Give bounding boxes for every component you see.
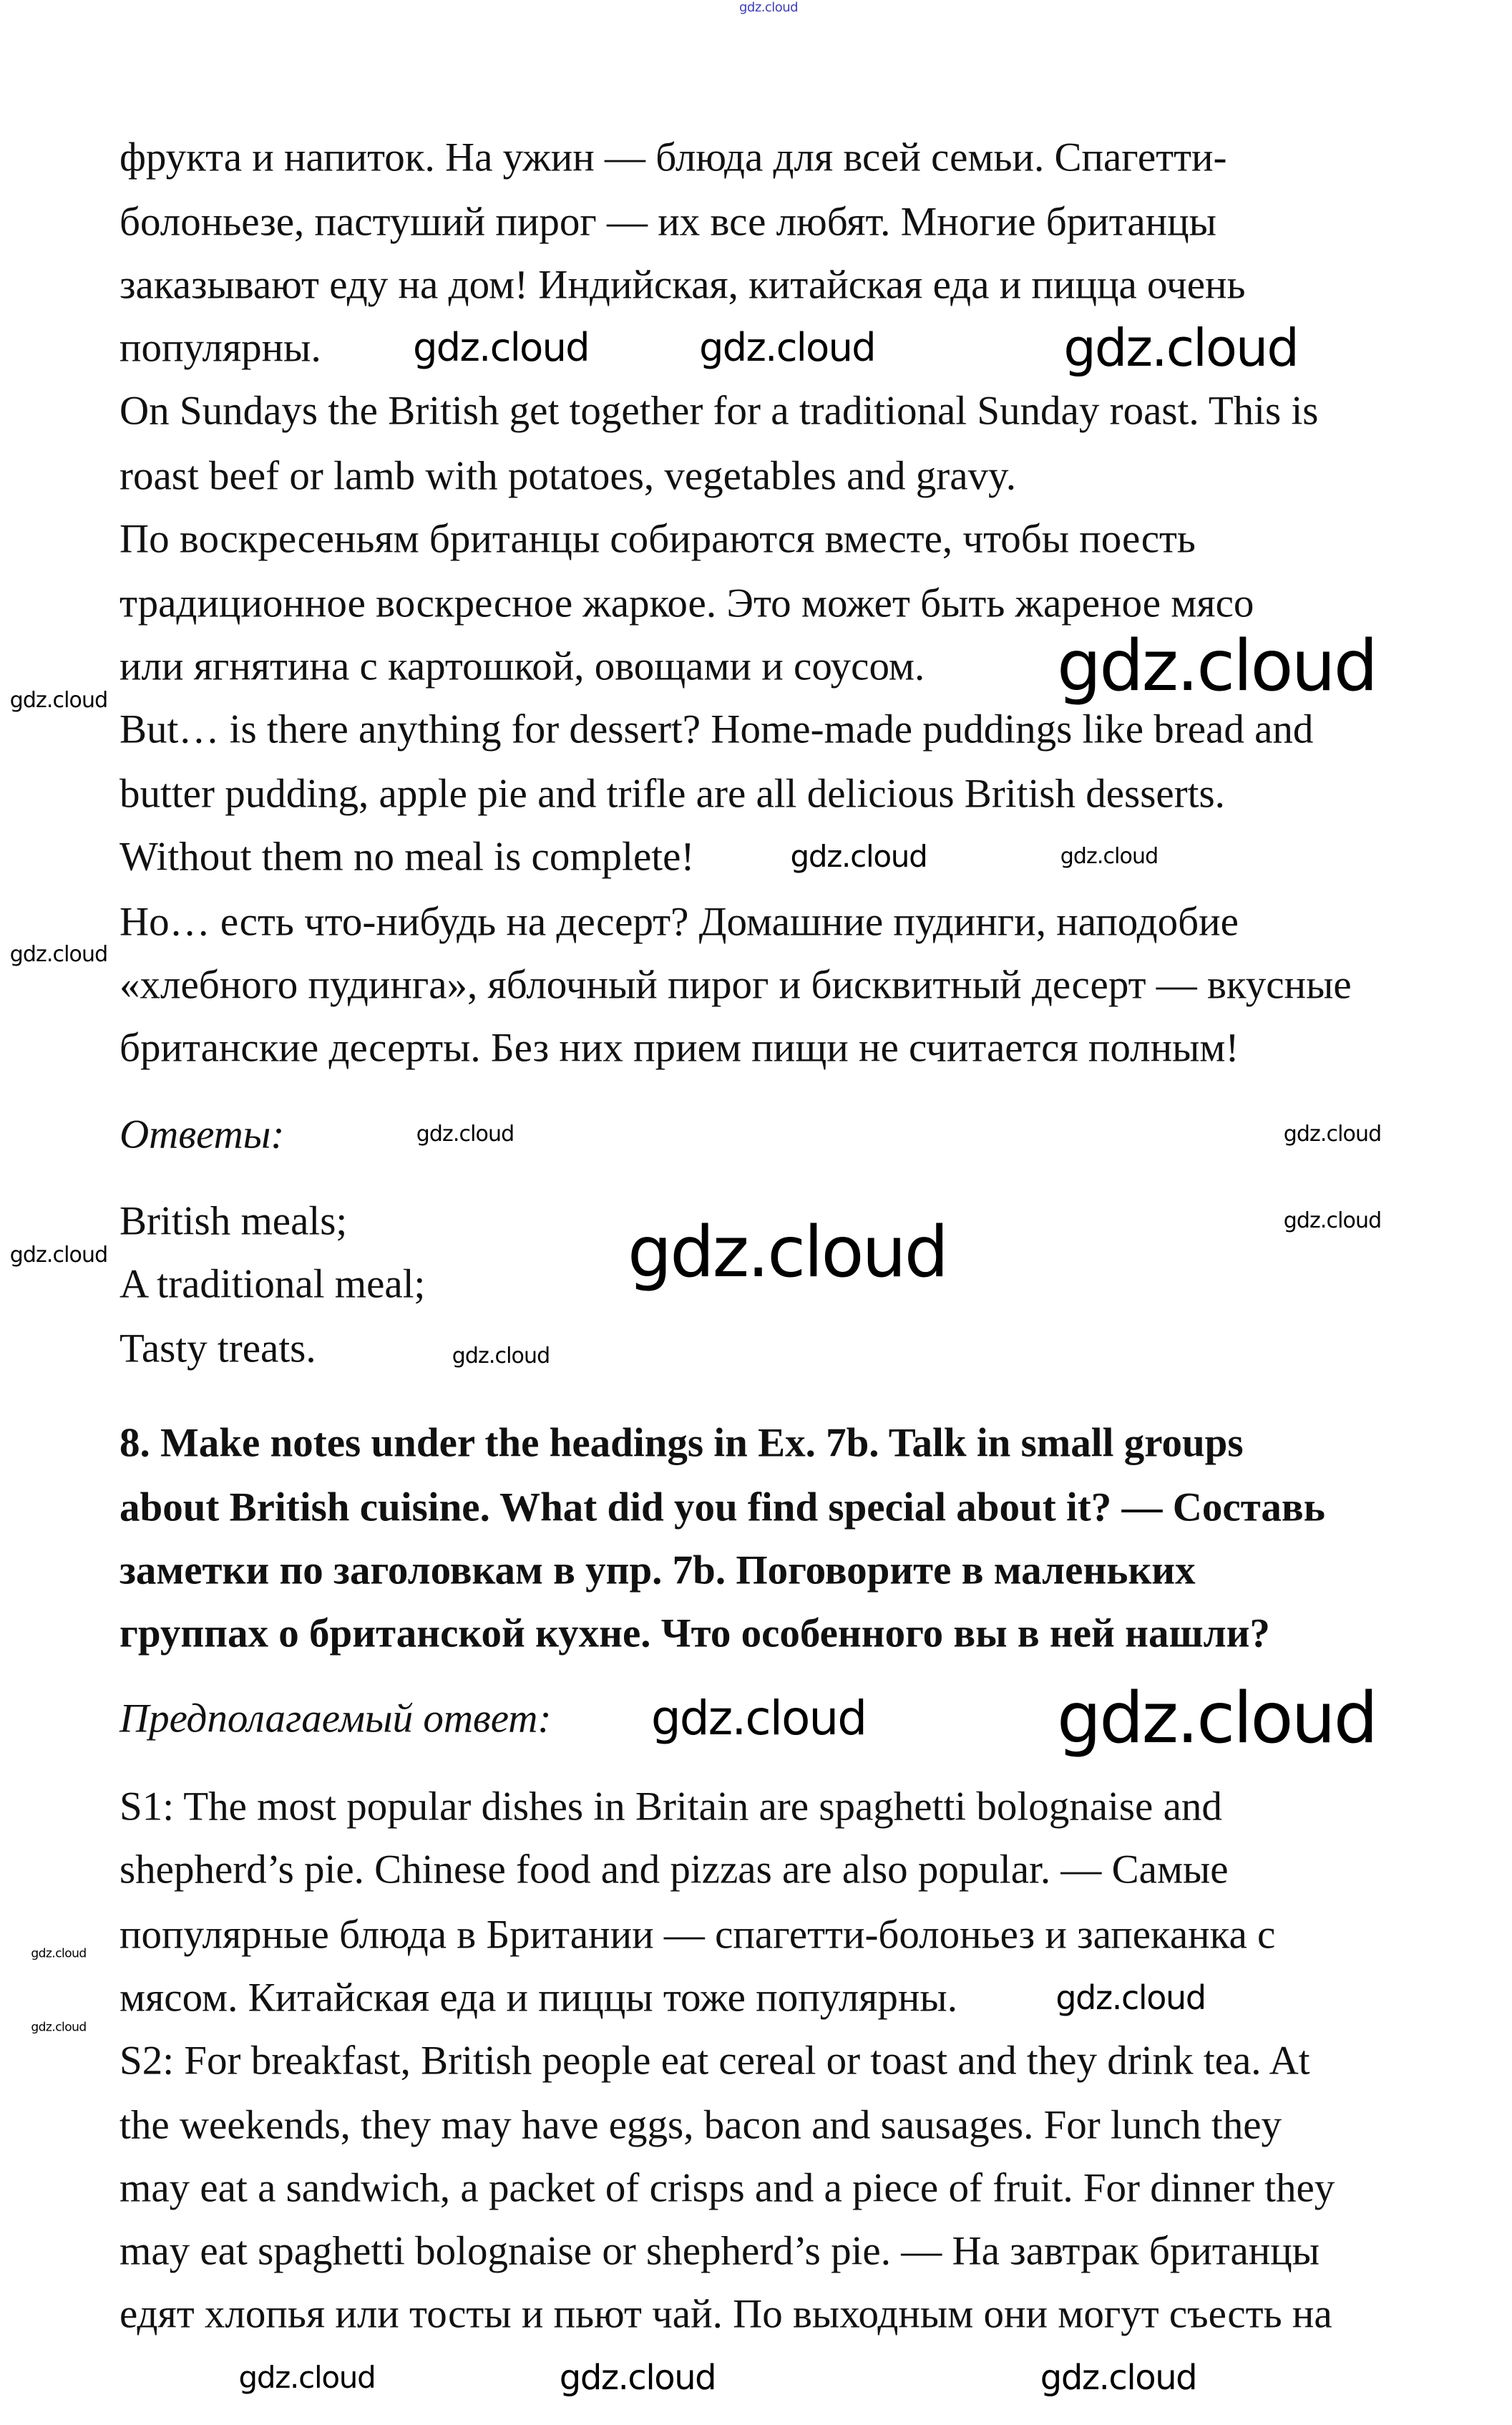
text-line: болоньезе, пастуший пирог — их все любят. Многие британцы [120, 199, 1216, 245]
text-line: британские десерты. Без них прием пищи не считается полным! [120, 1025, 1239, 1071]
watermark: gdz.cloud [31, 1946, 87, 1961]
answer-item: A traditional meal; [120, 1261, 426, 1307]
answer-line: S1: The most popular dishes in Britain are spaghetti bolognaise and [120, 1784, 1222, 1829]
answers-heading: Ответы: [120, 1112, 285, 1157]
watermark: gdz.cloud [628, 1212, 947, 1293]
text-line: фрукта и напиток. На ужин — блюда для всей семьи. Спагетти- [120, 135, 1227, 180]
watermark: gdz.cloud [650, 1691, 867, 1746]
answer-line: едят хлопья или тосты и пьют чай. По выходным они могут съесть на [120, 2291, 1332, 2337]
watermark: gdz.cloud [739, 0, 798, 15]
answer-line: популярные блюда в Британии — спагетти-болоньез и запеканка с [120, 1912, 1276, 1958]
text-line: But… is there anything for dessert? Home-made puddings like bread and [120, 706, 1314, 752]
watermark: gdz.cloud [1057, 626, 1376, 707]
watermark: gdz.cloud [413, 325, 589, 370]
text-line: заказывают еду на дом! Индийская, китайская еда и пицца очень [120, 262, 1246, 308]
answer-line: the weekends, they may have eggs, bacon and sausages. For lunch they [120, 2102, 1282, 2148]
watermark: gdz.cloud [31, 2020, 87, 2035]
text-line: Но… есть что-нибудь на десерт? Домашние пудинги, наподобие [120, 899, 1239, 945]
watermark: gdz.cloud [1060, 844, 1159, 869]
answer-line: S2: For breakfast, British people eat cereal or toast and they drink tea. At [120, 2038, 1310, 2084]
watermark: gdz.cloud [1055, 1978, 1206, 2017]
text-line: или ягнятина с картошкой, овощами и соусом. [120, 643, 925, 689]
watermark: gdz.cloud [1063, 318, 1298, 378]
answer-item: British meals; [120, 1198, 348, 1244]
watermark: gdz.cloud [452, 1343, 550, 1369]
watermark: gdz.cloud [559, 2358, 716, 2398]
task-heading: группах о британской кухне. Что особенного вы в ней нашли? [120, 1610, 1270, 1656]
text-line: On Sundays the British get together for a traditional Sunday roast. This is [120, 388, 1319, 434]
text-line: По воскресеньям британцы собираются вместе, чтобы поесть [120, 516, 1196, 562]
task-heading: 8. Make notes under the headings in Ex. 7b. Talk in small groups [120, 1420, 1244, 1466]
watermark: gdz.cloud [9, 942, 108, 967]
watermark: gdz.cloud [1283, 1208, 1382, 1233]
text-line: «хлебного пудинга», яблочный пирог и бисквитный десерт — вкусные [120, 962, 1352, 1008]
watermark: gdz.cloud [1057, 1678, 1376, 1759]
task-heading: заметки по заголовкам в упр. 7b. Поговорите в маленьких [120, 1547, 1196, 1593]
watermark: gdz.cloud [790, 839, 927, 874]
answer-line: мясом. Китайская еда и пиццы тоже популярны. [120, 1975, 957, 2021]
text-line: butter pudding, apple pie and trifle are all delicious British desserts. [120, 771, 1225, 817]
watermark: gdz.cloud [9, 688, 108, 713]
answer-item: Tasty treats. [120, 1326, 316, 1371]
watermark: gdz.cloud [1283, 1122, 1382, 1147]
suggested-answer-heading: Предполагаемый ответ: [120, 1696, 552, 1741]
answer-line: may eat spaghetti bolognaise or shepherd’s pie. — На завтрак британцы [120, 2228, 1320, 2274]
watermark: gdz.cloud [1040, 2358, 1197, 2398]
text-line: roast beef or lamb with potatoes, vegetables and gravy. [120, 453, 1017, 499]
watermark: gdz.cloud [238, 2360, 376, 2395]
answer-line: shepherd’s pie. Chinese food and pizzas are also popular. — Самые [120, 1847, 1229, 1892]
watermark: gdz.cloud [9, 1243, 108, 1268]
watermark: gdz.cloud [699, 325, 875, 370]
task-heading: about British cuisine. What did you find special about it? — Составь [120, 1484, 1325, 1530]
text-line: популярны. [120, 325, 321, 371]
watermark: gdz.cloud [416, 1122, 514, 1147]
text-line: традиционное воскресное жаркое. Это может быть жареное мясо [120, 580, 1254, 626]
answer-line: may eat a sandwich, a packet of crisps and a piece of fruit. For dinner they [120, 2165, 1335, 2211]
text-line: Without them no meal is complete! [120, 834, 695, 880]
